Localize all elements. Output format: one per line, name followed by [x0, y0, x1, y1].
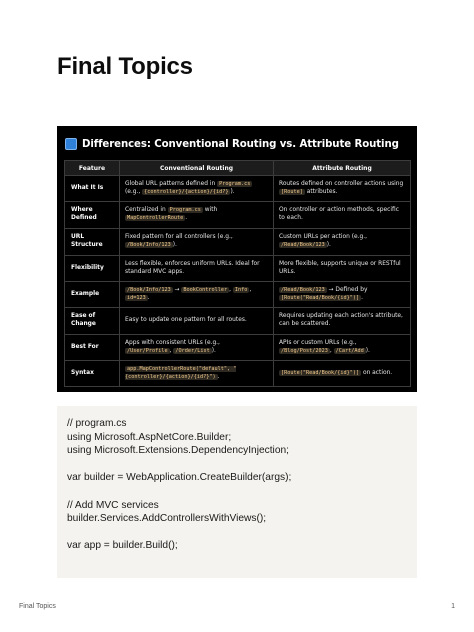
inline-code: /Book/Info/123 — [127, 242, 171, 248]
header-conventional: Conventional Routing — [120, 161, 274, 176]
cell-text: , — [169, 347, 174, 354]
inline-code: /Book/Info/123 — [127, 286, 171, 293]
cell-text: . — [147, 294, 150, 301]
table-body — [65, 176, 411, 387]
cell-text: On controller or action methods, specific to each. — [279, 207, 399, 221]
attribute-cell — [274, 282, 411, 308]
inline-code: Program.cs — [169, 207, 201, 214]
code-line — [67, 526, 407, 540]
cell-text: Apps with consistent URLs (e.g., — [125, 339, 220, 346]
table-row — [65, 308, 411, 335]
attribute-cell — [274, 308, 411, 335]
code-line: using Microsoft.AspNetCore.Builder; — [67, 431, 232, 443]
code-line: // Add MVC services — [67, 499, 159, 511]
inline-code: [Route("Read/Book/{id}")] — [281, 294, 360, 301]
cell-text: ). — [211, 347, 216, 354]
conventional-cell — [120, 176, 274, 202]
cell-text: Centralized in — [125, 207, 168, 214]
blue-square-icon — [65, 138, 77, 150]
cell-text: Requires updating each action's attribute, can be scattered. — [279, 313, 403, 327]
table-row — [65, 176, 411, 202]
table-row — [65, 361, 411, 387]
attribute-cell — [274, 256, 411, 282]
conventional-cell — [120, 202, 274, 229]
code-line: var builder = WebApplication.CreateBuilder(args); — [67, 472, 292, 484]
attribute-cell — [274, 361, 411, 387]
comparison-table — [64, 160, 411, 387]
cell-text: ). — [365, 347, 370, 354]
footer-title: Final Topics — [19, 603, 56, 610]
cell-text: . — [217, 373, 220, 380]
inline-code: BookController — [183, 286, 228, 293]
comparison-table-card — [57, 126, 417, 392]
code-line — [67, 485, 407, 499]
code-line: using Microsoft.Extensions.DependencyInjection; — [67, 445, 289, 457]
table-row — [65, 202, 411, 229]
page-title: Final Topics — [57, 53, 193, 80]
header-attribute: Attribute Routing — [274, 161, 411, 176]
conventional-cell — [120, 282, 274, 308]
cell-text: → — [172, 286, 182, 293]
table-heading — [64, 133, 410, 155]
cell-text: Less flexible, enforces uniform URLs. Ideal for standard MVC apps. — [125, 260, 260, 275]
inline-code: app.MapControllerRoute("default", "{controller}/{action}/{id?}") — [125, 365, 237, 380]
feature-cell: Example — [65, 282, 120, 308]
attribute-cell — [274, 229, 411, 256]
conventional-cell — [120, 308, 274, 335]
cell-text: , — [249, 286, 252, 293]
cell-text: Fixed pattern for all controllers (e.g., — [125, 234, 233, 241]
conventional-cell — [120, 256, 274, 282]
code-line: var app = builder.Build(); — [67, 540, 178, 552]
code-block — [57, 406, 417, 578]
conventional-cell — [120, 229, 274, 256]
cell-text: → Defined by — [326, 286, 368, 293]
inline-code: [Route] — [281, 188, 303, 195]
inline-code: /Read/Book/123 — [281, 286, 325, 293]
feature-cell: URL Structure — [65, 229, 120, 256]
attribute-cell — [274, 176, 411, 202]
inline-code: /Read/Book/123 — [281, 242, 325, 248]
inline-code: MapControllerRoute — [127, 215, 184, 221]
code-line: builder.Services.AddControllersWithViews(); — [67, 513, 267, 525]
cell-text: Easy to update one pattern for all routes. — [125, 317, 247, 324]
cell-text: . — [185, 215, 188, 221]
cell-text: More flexible, supports unique or RESTful URLs. — [279, 260, 401, 275]
cell-text: , — [229, 286, 233, 293]
table-row — [65, 229, 411, 256]
feature-cell: Syntax — [65, 361, 120, 387]
feature-cell: Ease of Change — [65, 308, 120, 335]
inline-code: {controller}/{action}/{id?} — [144, 188, 229, 195]
inline-code: /Cart/Add — [335, 347, 364, 354]
cell-text: with — [202, 207, 218, 214]
table-row — [65, 256, 411, 282]
page-number: 1 — [451, 603, 455, 610]
cell-text: attributes. — [304, 188, 338, 195]
header-feature: Feature — [65, 161, 120, 176]
table-header-row — [65, 161, 411, 176]
attribute-cell — [274, 202, 411, 229]
cell-text: Global URL patterns defined in — [125, 180, 218, 187]
table-row — [65, 282, 411, 308]
feature-cell: Best For — [65, 335, 120, 361]
conventional-cell — [120, 335, 274, 361]
cell-text: (e.g., — [125, 188, 143, 195]
cell-text: ). — [172, 242, 177, 248]
cell-text: APIs or custom URLs (e.g., — [279, 339, 357, 346]
cell-text: ). — [230, 188, 235, 195]
feature-cell: Where Defined — [65, 202, 120, 229]
cell-text: . — [361, 294, 363, 301]
feature-cell: Flexibility — [65, 256, 120, 282]
inline-code: Info — [234, 286, 248, 293]
table-heading-text: Differences: Conventional Routing vs. Attribute Routing — [82, 138, 399, 150]
cell-text: Custom URLs per action (e.g., — [279, 234, 368, 241]
code-line — [67, 458, 407, 472]
inline-code: Program.cs — [219, 180, 251, 187]
inline-code: id=123 — [127, 294, 146, 301]
cell-text: on action. — [361, 369, 393, 376]
feature-cell: What It Is — [65, 176, 120, 202]
inline-code: /Order/List — [175, 347, 210, 354]
inline-code: [Route("Read/Book/{id}")] — [281, 369, 360, 376]
cell-text: , — [329, 347, 334, 354]
table-row — [65, 335, 411, 361]
attribute-cell — [274, 335, 411, 361]
cell-text: Routes defined on controller actions using — [279, 180, 404, 187]
cell-text: ). — [326, 242, 331, 248]
conventional-cell — [120, 361, 274, 387]
code-line: // program.cs — [67, 418, 127, 429]
inline-code: /Blog/Post/2023 — [281, 347, 328, 354]
inline-code: /User/Profile — [127, 347, 168, 354]
